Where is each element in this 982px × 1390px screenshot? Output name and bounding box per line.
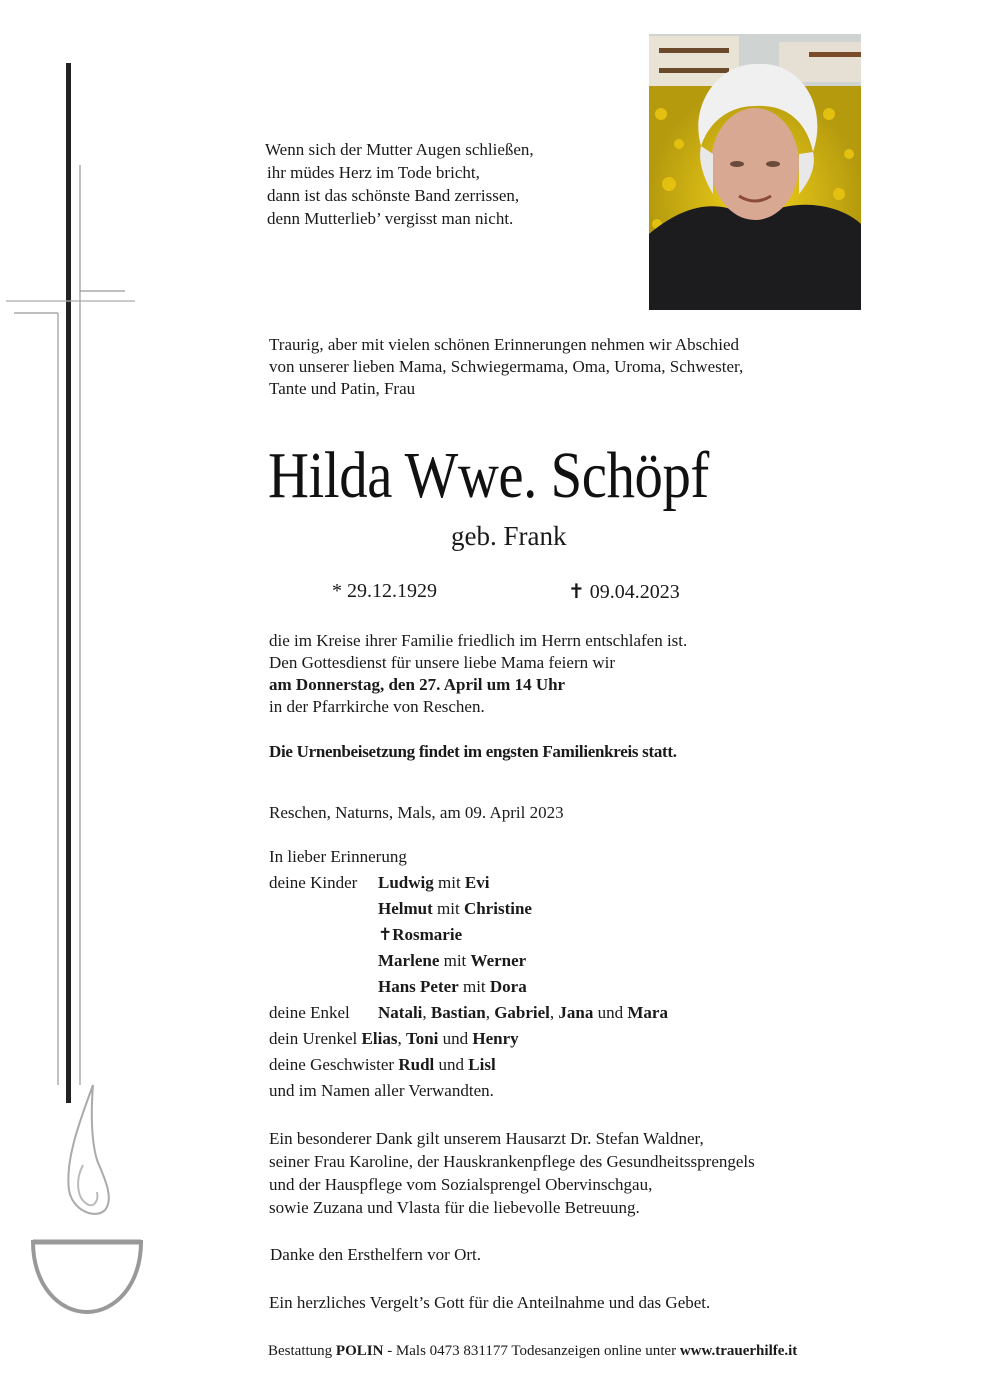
thanks-line: seiner Frau Karoline, der Hauskrankenpflege des Gesundheitssprengels	[269, 1152, 755, 1171]
children-row	[269, 870, 829, 896]
footer-url[interactable]: www.trauerhilfe.it	[679, 1343, 798, 1359]
joiner: mit	[462, 977, 486, 996]
deceased-name: Hilda Wwe. Schöpf	[268, 439, 709, 512]
thanks-line: sowie Zuzana und Vlasta für die liebevolle Betreuung.	[269, 1198, 640, 1217]
service-info	[269, 630, 687, 718]
grandchild-name: Mara	[627, 1003, 668, 1022]
deceased-cross-icon: ✝	[378, 925, 393, 945]
child-partner: Christine	[463, 899, 532, 918]
birth-date-line	[332, 578, 437, 604]
child-partner: Werner	[470, 951, 527, 970]
footer	[268, 1341, 797, 1361]
joiner: und	[442, 1029, 469, 1048]
maiden-name: geb. Frank	[451, 521, 567, 551]
mourners-closing: und im Namen aller Verwandten.	[269, 1081, 494, 1100]
joiner: mit	[437, 899, 460, 918]
great-grandchildren-label: dein Urenkel	[269, 1029, 358, 1048]
grandchild-name: Bastian	[430, 1003, 486, 1022]
grandchildren-row: deine Enkel Natali, Bastian, Gabriel, Jana und Mara	[269, 1003, 668, 1022]
portrait-photo	[649, 34, 861, 310]
birth-symbol: *	[332, 580, 342, 602]
service-date: am Donnerstag, den 27. April um 14 Uhr	[269, 675, 566, 694]
grandchild-name: Natali	[378, 1003, 423, 1022]
children-row	[269, 974, 829, 1000]
urn-note: Die Urnenbeisetzung findet im engsten Familienkreis statt.	[269, 742, 677, 761]
poem-line: Wenn sich der Mutter Augen schließen,	[265, 140, 534, 159]
death-date-line	[568, 578, 680, 605]
child-name: Ludwig	[378, 873, 434, 892]
mourners-heading: In lieber Erinnerung	[269, 847, 407, 866]
child-name: Helmut	[378, 899, 433, 918]
intro-line: Tante und Patin, Frau	[269, 379, 416, 398]
children-label: deine Kinder	[269, 873, 358, 892]
great-grandchildren-row: dein Urenkel Elias, Toni und Henry	[269, 1029, 519, 1048]
child-name: Hans Peter	[378, 977, 459, 996]
service-line: in der Pfarrkirche von Reschen.	[269, 697, 485, 716]
siblings-label: deine Geschwister	[269, 1055, 395, 1074]
intro-line: Traurig, aber mit vielen schönen Erinnerungen nehmen wir Abschied	[269, 335, 740, 354]
sibling-name: Rudl	[398, 1055, 435, 1074]
child-partner: Evi	[464, 873, 490, 892]
final-thanks: Ein herzliches Vergelt’s Gott für die Anteilnahme und das Gebet.	[269, 1293, 711, 1312]
death-cross-icon: ✝	[568, 579, 585, 603]
footer-middle: - Mals 0473 831177 Todesanzeigen online unter	[387, 1343, 677, 1359]
service-line: die im Kreise ihrer Familie friedlich im Herrn entschlafen ist.	[269, 631, 688, 650]
great-grandchild-name: Henry	[472, 1029, 519, 1048]
thanks-line: und der Hauspflege vom Sozialsprengel Obervinschgau,	[269, 1175, 653, 1194]
joiner: und	[438, 1055, 465, 1074]
thanks-text	[269, 1127, 755, 1219]
cross-icon	[0, 55, 145, 1115]
children-row	[269, 948, 829, 974]
service-line: Den Gottesdienst für unsere liebe Mama feiern wir	[269, 653, 616, 672]
poem-line: ihr müdes Herz im Tode bricht,	[267, 163, 480, 182]
grandchildren-label: deine Enkel	[269, 1003, 350, 1022]
joiner: und	[597, 1003, 624, 1022]
great-grandchild-name: Toni	[405, 1029, 439, 1048]
grandchild-name: Jana	[558, 1003, 594, 1022]
child-name: Rosmarie	[392, 925, 463, 944]
great-grandchild-name: Elias	[361, 1029, 398, 1048]
mourners-list	[269, 846, 829, 1104]
footer-prefix: Bestattung	[268, 1343, 333, 1359]
children-row	[269, 896, 829, 922]
sibling-name: Lisl	[468, 1055, 496, 1074]
intro-text	[269, 334, 743, 400]
death-date: 09.04.2023	[589, 581, 680, 603]
footer-company: POLIN	[335, 1343, 384, 1359]
thanks-line: Ein besonderer Dank gilt unserem Hausarzt Dr. Stefan Waldner,	[269, 1129, 704, 1148]
poem	[265, 138, 534, 230]
birth-date: 29.12.1929	[347, 580, 437, 602]
joiner: mit	[438, 873, 461, 892]
place-date: Reschen, Naturns, Mals, am 09. April 2023	[269, 803, 564, 822]
intro-line: von unserer lieben Mama, Schwiegermama, Oma, Uroma, Schwester,	[269, 357, 744, 376]
joiner: mit	[443, 951, 467, 970]
poem-line: dann ist das schönste Band zerrissen,	[267, 186, 520, 205]
siblings-row	[269, 1052, 829, 1078]
child-name: Marlene	[378, 951, 440, 970]
children-row	[269, 922, 829, 948]
candle-icon	[25, 1080, 150, 1325]
first-aid-thanks: Danke den Ersthelfern vor Ort.	[270, 1245, 482, 1264]
child-partner: Dora	[489, 977, 527, 996]
poem-line: denn Mutterlieb’ vergisst man nicht.	[267, 209, 514, 228]
grandchild-name: Gabriel	[494, 1003, 550, 1022]
